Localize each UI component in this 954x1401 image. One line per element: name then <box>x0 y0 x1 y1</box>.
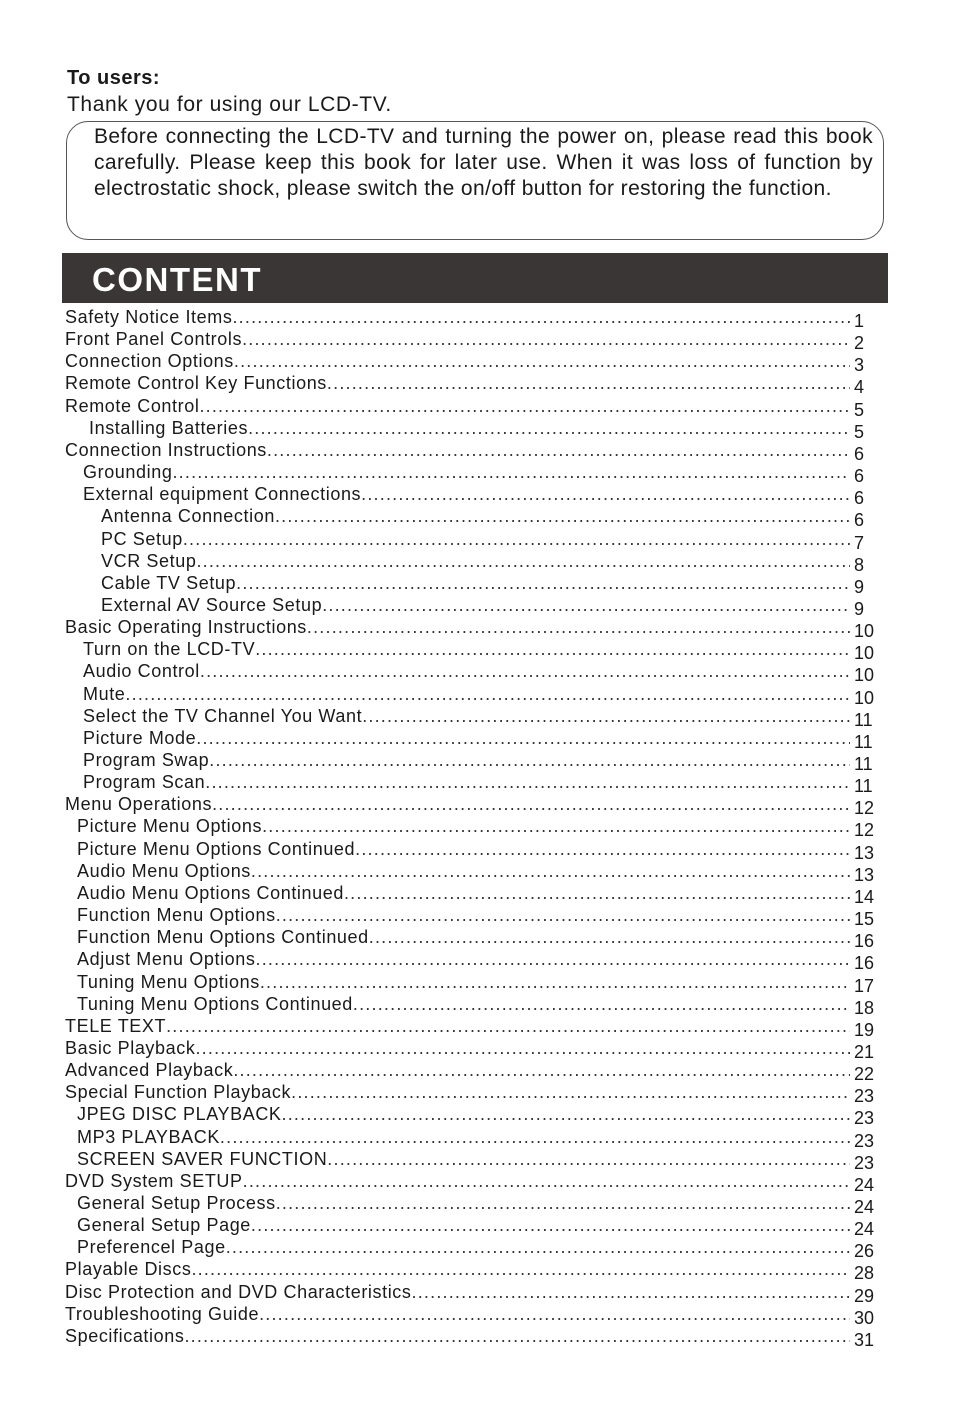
toc-entry-label: Turn on the LCD-TV <box>83 639 256 659</box>
toc-page-number: 13 <box>854 843 875 863</box>
toc-entry-label: Specifications <box>65 1326 185 1346</box>
toc-entry-label: Tuning Menu Options <box>77 972 260 992</box>
toc-entry-label: Picture Menu Options <box>77 816 263 836</box>
toc-entry-label: Basic Operating Instructions <box>65 617 307 637</box>
toc-leader-dots <box>200 660 850 682</box>
toc-leader-dots <box>322 594 850 616</box>
toc-entry <box>77 1214 850 1236</box>
toc-leader-dots <box>256 948 851 970</box>
toc-entry-label: General Setup Process <box>77 1193 276 1213</box>
toc-leader-dots <box>243 1170 850 1192</box>
toc-entry-label: External AV Source Setup <box>101 595 323 615</box>
toc-page-number: 9 <box>854 577 865 597</box>
toc-entry <box>83 749 850 771</box>
toc-row <box>0 948 954 973</box>
toc-entry-label: Audio Control <box>83 661 200 681</box>
toc-page-number: 23 <box>854 1153 875 1173</box>
toc-leader-dots <box>307 616 850 638</box>
toc-leader-dots <box>255 638 850 660</box>
toc-page-number: 29 <box>854 1286 875 1306</box>
toc-leader-dots <box>199 395 850 417</box>
toc-entry <box>83 461 850 483</box>
toc-row <box>0 306 954 331</box>
toc-entry <box>77 838 850 860</box>
toc-entry <box>65 1325 850 1347</box>
toc-row <box>0 1103 954 1128</box>
toc-leader-dots <box>291 1081 850 1103</box>
toc-page-number: 6 <box>854 488 865 508</box>
toc-row <box>0 771 954 796</box>
toc-page-number: 8 <box>854 555 865 575</box>
toc-page-number: 10 <box>854 665 875 685</box>
toc-row <box>0 1081 954 1106</box>
toc-entry-label: Menu Operations <box>65 794 213 814</box>
toc-entry-label: Mute <box>83 684 126 704</box>
toc-page-number: 10 <box>854 643 875 663</box>
toc-row <box>0 439 954 464</box>
toc-entry <box>65 616 850 638</box>
toc-row <box>0 993 954 1018</box>
toc-row <box>0 1214 954 1239</box>
toc-page-number: 16 <box>854 953 875 973</box>
toc-row <box>0 1325 954 1350</box>
toc-row <box>0 572 954 597</box>
toc-page-number: 6 <box>854 510 865 530</box>
toc-entry-label: Remote Control <box>65 396 200 416</box>
toc-row <box>0 926 954 951</box>
toc-leader-dots <box>276 904 850 926</box>
toc-entry <box>77 904 850 926</box>
toc-row <box>0 461 954 486</box>
toc-row <box>0 705 954 730</box>
toc-leader-dots <box>361 483 850 505</box>
toc-row <box>0 683 954 708</box>
toc-entry-label: Grounding <box>83 462 173 482</box>
toc-leader-dots <box>226 1236 850 1258</box>
toc-entry <box>77 882 850 904</box>
toc-row <box>0 528 954 553</box>
toc-page-number: 10 <box>854 688 875 708</box>
toc-page-number: 11 <box>854 754 873 774</box>
toc-page-number: 23 <box>854 1086 875 1106</box>
toc-entry <box>101 594 850 616</box>
toc-entry <box>77 1192 850 1214</box>
toc-entry-label: Special Function Playback <box>65 1082 292 1102</box>
toc-leader-dots <box>220 1126 850 1148</box>
toc-page-number: 17 <box>854 976 875 996</box>
toc-entry-label: Audio Menu Options Continued <box>77 883 344 903</box>
toc-leader-dots <box>191 1258 850 1280</box>
toc-entry-label: Basic Playback <box>65 1038 196 1058</box>
toc-entry-label: TELE TEXT <box>65 1016 167 1036</box>
toc-entry <box>83 483 850 505</box>
toc-entry-label: Preferencel Page <box>77 1237 226 1257</box>
toc-row <box>0 372 954 397</box>
toc-row <box>0 838 954 863</box>
toc-entry <box>65 306 850 328</box>
toc-row <box>0 395 954 420</box>
toc-page-number: 4 <box>854 377 865 397</box>
toc-page-number: 28 <box>854 1263 875 1283</box>
toc-leader-dots <box>259 1303 850 1325</box>
toc-row <box>0 550 954 575</box>
toc-leader-dots <box>195 1037 850 1059</box>
toc-entry <box>65 1170 850 1192</box>
toc-entry <box>65 328 850 350</box>
toc-entry <box>65 1258 850 1280</box>
toc-entry-label: Playable Discs <box>65 1259 192 1279</box>
toc-row <box>0 860 954 885</box>
toc-row <box>0 1037 954 1062</box>
toc-leader-dots <box>172 461 850 483</box>
toc-leader-dots <box>236 572 850 594</box>
toc-entry-label: JPEG DISC PLAYBACK <box>77 1104 282 1124</box>
toc-entry-label: Function Menu Options <box>77 905 276 925</box>
toc-row <box>0 793 954 818</box>
toc-leader-dots <box>260 971 850 993</box>
toc-row <box>0 638 954 663</box>
toc-page-number: 9 <box>854 599 865 619</box>
toc-entry-label: Front Panel Controls <box>65 329 243 349</box>
toc-row <box>0 483 954 508</box>
toc-row <box>0 417 954 442</box>
toc-page-number: 13 <box>854 865 875 885</box>
toc-page-number: 21 <box>854 1042 875 1062</box>
toc-page-number: 24 <box>854 1219 875 1239</box>
toc-entry-label: Safety Notice Items <box>65 307 233 327</box>
toc-entry-label: Cable TV Setup <box>101 573 237 593</box>
toc-page-number: 14 <box>854 887 875 907</box>
toc-entry-label: MP3 PLAYBACK <box>77 1127 220 1147</box>
toc-row <box>0 1170 954 1195</box>
toc-leader-dots <box>232 306 850 328</box>
toc-entry-label: VCR Setup <box>101 551 197 571</box>
toc-entry <box>77 1148 850 1170</box>
toc-entry <box>65 372 850 394</box>
toc-entry-label: General Setup Page <box>77 1215 251 1235</box>
toc-leader-dots <box>327 1148 850 1170</box>
toc-entry-label: Adjust Menu Options <box>77 949 256 969</box>
toc-entry-label: Advanced Playback <box>65 1060 234 1080</box>
toc-entry-label: DVD System SETUP <box>65 1171 243 1191</box>
toc-row <box>0 505 954 530</box>
toc-row <box>0 727 954 752</box>
thanks-line: Thank you for using our LCD-TV. <box>67 93 392 116</box>
toc-entry-label: Select the TV Channel You Want <box>83 706 363 726</box>
toc-entry-label: Function Menu Options Continued <box>77 927 369 947</box>
toc-page-number: 11 <box>854 732 873 752</box>
content-title: CONTENT <box>92 261 262 298</box>
toc-entry <box>101 572 850 594</box>
toc-page-number: 11 <box>854 710 873 730</box>
toc-leader-dots <box>353 993 850 1015</box>
toc-row <box>0 350 954 375</box>
toc-page-number: 18 <box>854 998 875 1018</box>
toc-row <box>0 971 954 996</box>
toc-leader-dots <box>248 417 850 439</box>
toc-leader-dots <box>276 1192 850 1214</box>
toc-page-number: 11 <box>854 776 873 796</box>
toc-row <box>0 1126 954 1151</box>
toc-leader-dots <box>251 860 850 882</box>
toc-entry <box>65 439 850 461</box>
toc-entry <box>77 860 850 882</box>
toc-entry <box>101 550 850 572</box>
toc-entry <box>101 528 850 550</box>
toc-leader-dots <box>233 1059 850 1081</box>
toc-row <box>0 882 954 907</box>
toc-row <box>0 328 954 353</box>
toc-entry <box>65 1081 850 1103</box>
toc-entry <box>83 705 850 727</box>
toc-entry-label: Troubleshooting Guide <box>65 1304 260 1324</box>
toc-entry <box>65 1281 850 1303</box>
toc-entry <box>83 771 850 793</box>
toc-entry-label: Antenna Connection <box>101 506 275 526</box>
toc-row <box>0 660 954 685</box>
toc-page-number: 12 <box>854 798 875 818</box>
toc-entry <box>83 660 850 682</box>
toc-entry-label: Disc Protection and DVD Characteristics <box>65 1282 412 1302</box>
toc-entry <box>77 948 850 970</box>
toc-entry <box>101 505 850 527</box>
toc-leader-dots <box>267 439 850 461</box>
toc-page-number: 7 <box>854 533 865 553</box>
toc-row <box>0 1258 954 1283</box>
toc-page-number: 24 <box>854 1197 875 1217</box>
toc-entry <box>65 1059 850 1081</box>
toc-entry-label: Audio Menu Options <box>77 861 251 881</box>
toc-page-number: 26 <box>854 1241 875 1261</box>
toc-leader-dots <box>212 793 850 815</box>
toc-leader-dots <box>125 683 850 705</box>
toc-row <box>0 1236 954 1261</box>
toc-leader-dots <box>183 528 850 550</box>
toc-row <box>0 1059 954 1084</box>
toc-leader-dots <box>166 1015 850 1037</box>
toc-leader-dots <box>275 505 850 527</box>
toc-row <box>0 904 954 929</box>
toc-page-number: 16 <box>854 931 875 951</box>
toc-leader-dots <box>282 1103 850 1125</box>
toc-entry-label: PC Setup <box>101 529 183 549</box>
toc-entry <box>77 971 850 993</box>
toc-row <box>0 1192 954 1217</box>
toc-page-number: 23 <box>854 1131 875 1151</box>
toc-row <box>0 1281 954 1306</box>
toc-page-number: 23 <box>854 1108 875 1128</box>
toc-entry <box>77 1126 850 1148</box>
toc-entry <box>65 1015 850 1037</box>
toc-entry <box>83 638 850 660</box>
toc-leader-dots <box>196 727 850 749</box>
toc-entry <box>65 1303 850 1325</box>
toc-row <box>0 749 954 774</box>
toc-entry-label: Tuning Menu Options Continued <box>77 994 353 1014</box>
toc-page-number: 10 <box>854 621 875 641</box>
toc-entry <box>77 1103 850 1125</box>
toc-page-number: 24 <box>854 1175 875 1195</box>
toc-page-number: 3 <box>854 355 865 375</box>
to-users-heading: To users: <box>67 67 161 89</box>
toc-entry <box>83 683 850 705</box>
toc-leader-dots <box>344 882 850 904</box>
toc-entry-label: Connection Options <box>65 351 234 371</box>
toc-entry <box>65 793 850 815</box>
toc-leader-dots <box>355 838 850 860</box>
toc-entry <box>77 1236 850 1258</box>
toc-row <box>0 1015 954 1040</box>
toc-page-number: 5 <box>854 422 865 442</box>
toc-entry <box>65 1037 850 1059</box>
toc-entry-label: Program Swap <box>83 750 210 770</box>
toc-page-number: 15 <box>854 909 875 929</box>
toc-leader-dots <box>262 815 850 837</box>
toc-page-number: 6 <box>854 444 865 464</box>
toc-page-number: 6 <box>854 466 865 486</box>
toc-entry-label: Connection Instructions <box>65 440 267 460</box>
toc-leader-dots <box>196 550 850 572</box>
toc-leader-dots <box>234 350 850 372</box>
notice-text: Before connecting the LCD-TV and turning the power on, please read this book carefully. Please keep this book for later use. When it was loss of function by electrostatic shock, please switch the on/off button for restoring the function. <box>94 125 873 200</box>
toc-row <box>0 616 954 641</box>
toc-leader-dots <box>362 705 850 727</box>
toc-entry-label: SCREEN SAVER FUNCTION <box>77 1149 328 1169</box>
toc-row <box>0 1303 954 1328</box>
toc-page-number: 1 <box>854 311 865 331</box>
toc-leader-dots <box>184 1325 850 1347</box>
toc-entry <box>77 926 850 948</box>
toc-page-number: 19 <box>854 1020 875 1040</box>
toc-leader-dots <box>242 328 850 350</box>
toc-leader-dots <box>209 749 850 771</box>
toc-page-number: 22 <box>854 1064 875 1084</box>
toc-leader-dots <box>369 926 850 948</box>
toc-leader-dots <box>327 372 850 394</box>
toc-leader-dots <box>251 1214 850 1236</box>
toc-entry-label: Installing Batteries <box>89 418 249 438</box>
toc-entry <box>83 727 850 749</box>
toc-entry <box>77 993 850 1015</box>
toc-page-number: 12 <box>854 820 875 840</box>
toc-leader-dots <box>412 1281 850 1303</box>
toc-row <box>0 1148 954 1173</box>
toc-page-number: 5 <box>854 400 865 420</box>
toc-page-number: 31 <box>854 1330 875 1350</box>
toc-entry <box>77 815 850 837</box>
toc-page-number: 2 <box>854 333 865 353</box>
toc-page-number: 30 <box>854 1308 875 1328</box>
toc-entry <box>65 395 850 417</box>
toc-entry-label: Program Scan <box>83 772 206 792</box>
toc-entry <box>89 417 850 439</box>
toc-entry-label: Picture Mode <box>83 728 197 748</box>
toc-row <box>0 815 954 840</box>
toc-entry-label: Picture Menu Options Continued <box>77 839 356 859</box>
toc-row <box>0 594 954 619</box>
toc-leader-dots <box>205 771 850 793</box>
toc-entry <box>65 350 850 372</box>
toc-entry-label: Remote Control Key Functions <box>65 373 327 393</box>
toc-entry-label: External equipment Connections <box>83 484 362 504</box>
